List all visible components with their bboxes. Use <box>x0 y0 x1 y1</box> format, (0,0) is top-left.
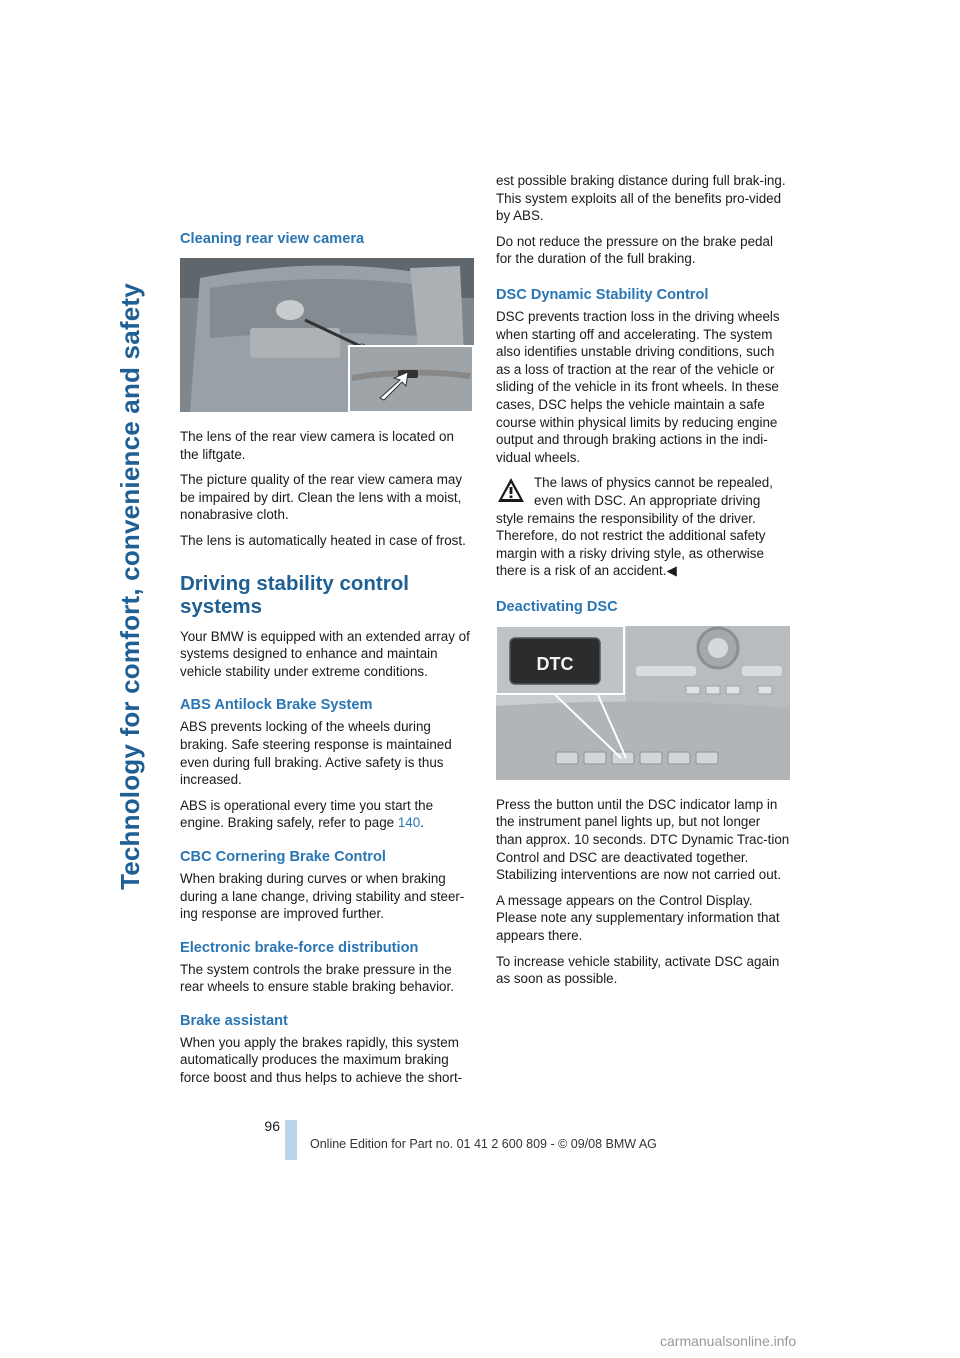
left-column <box>180 230 476 1095</box>
side-section-title-text: Technology for comfort, convenience and safety <box>114 282 145 890</box>
watermark: carmanualsonline.info <box>660 1333 797 1349</box>
paragraph-brake-continued: est possible braking distance during full brak-ing. This system exploits all of the benefits pro-vided by ABS. <box>496 173 786 224</box>
paragraph-abs-2 <box>180 797 476 832</box>
paragraph-abs-1: ABS prevents locking of the wheels during braking. Safe steering response is maintained even during full braking. Active safety is thus increased. <box>180 719 452 788</box>
footer-edition: Online Edition for Part no. 01 41 2 600 809 - © 09/08 BMW AG <box>310 1137 657 1151</box>
page-number: 96 <box>264 1118 280 1134</box>
dtc-button-figure <box>496 626 790 780</box>
heading-cbc: CBC Cornering Brake Control <box>180 848 386 865</box>
paragraph-deactivate-1: Press the button until the DSC indicator lamp in the instrument panel lights up, but not longer than approx. 10 seconds. DTC Dynamic Trac-tion Control and DSC are deactivated together. Stabilizing interventions are now not carried out. <box>496 796 790 883</box>
page-link-140[interactable]: 140 <box>397 815 421 831</box>
heading-driving-stability: Driving stability control systems <box>180 571 409 618</box>
paragraph-cleaning-1: The lens of the rear view camera is located on the liftgate. <box>180 429 454 462</box>
rear-camera-image <box>180 258 474 412</box>
heading-brake-assistant: Brake assistant <box>180 1012 288 1029</box>
paragraph-deactivate-3: To increase vehicle stability, activate DSC again as soon as possible. <box>496 953 780 987</box>
paragraph-brake-pedal: Do not reduce the pressure on the brake pedal for the duration of the full braking. <box>496 233 773 267</box>
paragraph-ebd: The system controls the brake pressure in the rear wheels to ensure stable braking behavior. <box>180 961 454 995</box>
heading-deactivating-dsc: Deactivating DSC <box>496 598 618 615</box>
warning-triangle-icon <box>496 476 526 504</box>
dtc-button-label: DTC <box>536 653 574 674</box>
dtc-panel-image <box>496 626 790 780</box>
paragraph-brake-assistant: When you apply the brakes rapidly, this system automatically produces the maximum braking force boost and thus helps to achieve the short- <box>180 1034 463 1086</box>
side-section-title <box>104 226 156 946</box>
paragraph-cleaning-2: The picture quality of the rear view camera may be impaired by dirt. Clean the lens with a moist, nonabrasive cloth. <box>180 472 463 523</box>
paragraph-deactivate-2: A message appears on the Control Display. Please note any supplementary information that appears there. <box>496 892 780 944</box>
paragraph-cleaning-3: The lens is automatically heated in case of frost. <box>180 532 466 548</box>
warning-block <box>496 474 790 580</box>
paragraph-warning: The laws of physics cannot be repealed, even with DSC. An appropriate driving style remains the responsibility of the driver. Therefore, do not restrict the additional safety margin with a risky driving style, as otherwise there is a risk of an accident.◀ <box>496 475 773 579</box>
paragraph-abs-2-end: . <box>420 815 424 831</box>
paragraph-abs-2-text: ABS is operational every time you start the engine. Braking safely, refer to page <box>180 797 434 831</box>
heading-dsc: DSC Dynamic Stability Control <box>496 286 709 303</box>
heading-ebd: Electronic brake-force distribution <box>180 939 419 956</box>
heading-abs: ABS Antilock Brake System <box>180 697 373 714</box>
paragraph-cbc: When braking during curves or when braking during a lane change, driving stability and steer-ing response are improved further. <box>180 870 465 922</box>
paragraph-driving-stability: Your BMW is equipped with an extended array of systems designed to enhance and maintain vehicle stability under extreme conditions. <box>180 628 470 679</box>
right-column <box>496 172 790 996</box>
footer-accent-bar <box>285 1120 297 1160</box>
paragraph-dsc: DSC prevents traction loss in the driving wheels when starting off and accelerating. The system also identifies unstable driving conditions, such as a loss of traction at the rear of the vehicle or sliding of the vehicle in its front wheels. In these cases, DSC helps the vehicle maintain a safe course within physical limits by reducing engine output and through braking actions in the indi-vidual wheels. <box>496 308 780 465</box>
rear-camera-figure <box>180 258 474 412</box>
heading-cleaning-camera: Cleaning rear view camera <box>180 231 365 247</box>
